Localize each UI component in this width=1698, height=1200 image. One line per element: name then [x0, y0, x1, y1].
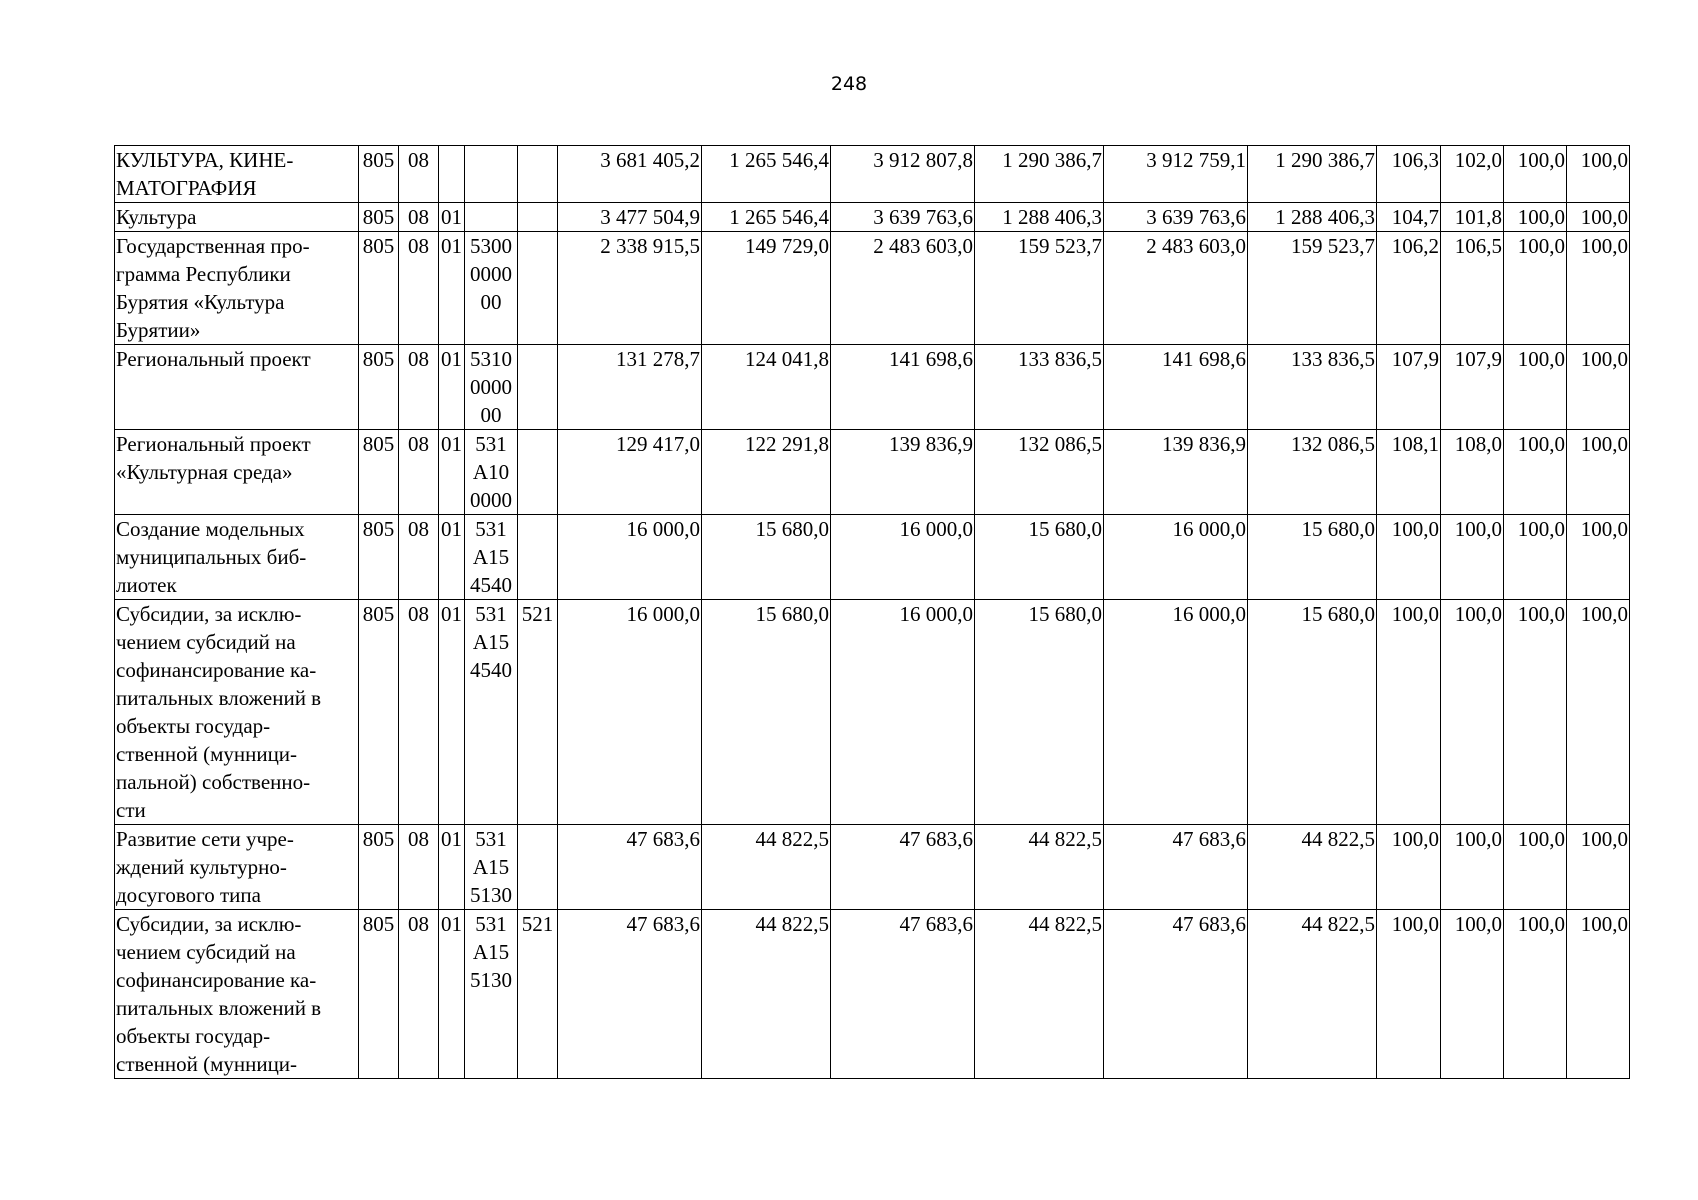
amount-4: 133 836,5	[975, 345, 1104, 430]
section-code: 08	[399, 825, 439, 910]
percent-2: 100,0	[1441, 825, 1504, 910]
amount-4: 1 288 406,3	[975, 203, 1104, 232]
amount-2: 122 291,8	[702, 430, 831, 515]
amount-5: 16 000,0	[1104, 515, 1248, 600]
table-row	[115, 910, 1630, 1079]
amount-5: 139 836,9	[1104, 430, 1248, 515]
percent-4: 100,0	[1567, 600, 1630, 825]
ved-code: 805	[359, 515, 399, 600]
subsection-code: 01	[439, 232, 465, 345]
amount-4: 44 822,5	[975, 825, 1104, 910]
percent-3: 100,0	[1504, 232, 1567, 345]
amount-5: 47 683,6	[1104, 910, 1248, 1079]
amount-2: 1 265 546,4	[702, 146, 831, 203]
target-article-code	[465, 203, 518, 232]
table-row	[115, 430, 1630, 515]
subsection-code: 01	[439, 910, 465, 1079]
row-name: Субсидии, за исклю- чением субсидий на софинансирование ка- питальных вложений в объекты государ- ственной (мунници- пальной) собственно- сти	[115, 600, 359, 825]
amount-6: 44 822,5	[1248, 910, 1377, 1079]
percent-3: 100,0	[1504, 825, 1567, 910]
target-article-code: 531 A15 4540	[465, 600, 518, 825]
amount-3: 47 683,6	[831, 825, 975, 910]
ved-code: 805	[359, 430, 399, 515]
amount-3: 3 912 807,8	[831, 146, 975, 203]
amount-6: 1 288 406,3	[1248, 203, 1377, 232]
section-code: 08	[399, 345, 439, 430]
target-article-code	[465, 146, 518, 203]
percent-2: 106,5	[1441, 232, 1504, 345]
amount-2: 124 041,8	[702, 345, 831, 430]
percent-2: 101,8	[1441, 203, 1504, 232]
amount-1: 16 000,0	[558, 515, 702, 600]
expense-type-code	[518, 203, 558, 232]
amount-3: 47 683,6	[831, 910, 975, 1079]
expense-type-code	[518, 232, 558, 345]
amount-1: 47 683,6	[558, 910, 702, 1079]
percent-1: 100,0	[1377, 600, 1441, 825]
percent-1: 104,7	[1377, 203, 1441, 232]
percent-3: 100,0	[1504, 345, 1567, 430]
amount-4: 15 680,0	[975, 600, 1104, 825]
target-article-code: 531 A15 4540	[465, 515, 518, 600]
row-name: КУЛЬТУРА, КИНЕ- МАТОГРАФИЯ	[115, 146, 359, 203]
amount-5: 141 698,6	[1104, 345, 1248, 430]
percent-4: 100,0	[1567, 430, 1630, 515]
percent-1: 107,9	[1377, 345, 1441, 430]
expense-type-code	[518, 146, 558, 203]
percent-1: 108,1	[1377, 430, 1441, 515]
target-article-code: 531 A15 5130	[465, 910, 518, 1079]
row-name: Развитие сети учре- ждений культурно- досугового типа	[115, 825, 359, 910]
percent-4: 100,0	[1567, 515, 1630, 600]
amount-6: 15 680,0	[1248, 600, 1377, 825]
amount-6: 159 523,7	[1248, 232, 1377, 345]
percent-1: 100,0	[1377, 910, 1441, 1079]
amount-3: 139 836,9	[831, 430, 975, 515]
section-code: 08	[399, 515, 439, 600]
ved-code: 805	[359, 825, 399, 910]
target-article-code: 531 A10 0000	[465, 430, 518, 515]
amount-5: 3 912 759,1	[1104, 146, 1248, 203]
percent-2: 100,0	[1441, 910, 1504, 1079]
percent-3: 100,0	[1504, 430, 1567, 515]
subsection-code: 01	[439, 430, 465, 515]
amount-2: 15 680,0	[702, 515, 831, 600]
subsection-code: 01	[439, 600, 465, 825]
amount-2: 44 822,5	[702, 825, 831, 910]
row-name: Государственная про- грамма Республики Бурятия «Культура Бурятии»	[115, 232, 359, 345]
section-code: 08	[399, 600, 439, 825]
amount-1: 16 000,0	[558, 600, 702, 825]
amount-6: 133 836,5	[1248, 345, 1377, 430]
expense-type-code	[518, 515, 558, 600]
percent-1: 106,3	[1377, 146, 1441, 203]
amount-3: 2 483 603,0	[831, 232, 975, 345]
ved-code: 805	[359, 146, 399, 203]
amount-1: 3 681 405,2	[558, 146, 702, 203]
percent-1: 106,2	[1377, 232, 1441, 345]
percent-3: 100,0	[1504, 910, 1567, 1079]
ved-code: 805	[359, 345, 399, 430]
target-article-code: 5300 0000 00	[465, 232, 518, 345]
percent-4: 100,0	[1567, 345, 1630, 430]
section-code: 08	[399, 146, 439, 203]
row-name: Региональный проект	[115, 345, 359, 430]
table-row	[115, 600, 1630, 825]
amount-1: 47 683,6	[558, 825, 702, 910]
percent-2: 100,0	[1441, 600, 1504, 825]
amount-1: 3 477 504,9	[558, 203, 702, 232]
row-name: Региональный проект «Культурная среда»	[115, 430, 359, 515]
ved-code: 805	[359, 232, 399, 345]
amount-5: 16 000,0	[1104, 600, 1248, 825]
percent-4: 100,0	[1567, 232, 1630, 345]
amount-4: 1 290 386,7	[975, 146, 1104, 203]
table-row	[115, 203, 1630, 232]
table-row	[115, 825, 1630, 910]
table-body	[115, 146, 1630, 1079]
amount-3: 141 698,6	[831, 345, 975, 430]
percent-3: 100,0	[1504, 146, 1567, 203]
table-row	[115, 345, 1630, 430]
amount-6: 15 680,0	[1248, 515, 1377, 600]
amount-2: 1 265 546,4	[702, 203, 831, 232]
amount-4: 44 822,5	[975, 910, 1104, 1079]
percent-2: 108,0	[1441, 430, 1504, 515]
amount-4: 132 086,5	[975, 430, 1104, 515]
amount-5: 2 483 603,0	[1104, 232, 1248, 345]
row-name: Создание модельных муниципальных биб- лиотек	[115, 515, 359, 600]
amount-1: 131 278,7	[558, 345, 702, 430]
section-code: 08	[399, 430, 439, 515]
percent-4: 100,0	[1567, 146, 1630, 203]
amount-4: 159 523,7	[975, 232, 1104, 345]
amount-2: 44 822,5	[702, 910, 831, 1079]
row-name: Субсидии, за исклю- чением субсидий на софинансирование ка- питальных вложений в объекты государ- ственной (мунници-	[115, 910, 359, 1079]
percent-3: 100,0	[1504, 515, 1567, 600]
subsection-code: 01	[439, 515, 465, 600]
ved-code: 805	[359, 600, 399, 825]
subsection-code: 01	[439, 203, 465, 232]
amount-3: 3 639 763,6	[831, 203, 975, 232]
amount-6: 1 290 386,7	[1248, 146, 1377, 203]
amount-4: 15 680,0	[975, 515, 1104, 600]
amount-2: 149 729,0	[702, 232, 831, 345]
percent-1: 100,0	[1377, 825, 1441, 910]
amount-3: 16 000,0	[831, 600, 975, 825]
page-number: 248	[830, 73, 868, 95]
subsection-code	[439, 146, 465, 203]
ved-code: 805	[359, 910, 399, 1079]
section-code: 08	[399, 203, 439, 232]
percent-4: 100,0	[1567, 910, 1630, 1079]
subsection-code: 01	[439, 345, 465, 430]
subsection-code: 01	[439, 825, 465, 910]
target-article-code: 531 A15 5130	[465, 825, 518, 910]
amount-5: 3 639 763,6	[1104, 203, 1248, 232]
percent-3: 100,0	[1504, 203, 1567, 232]
table-row	[115, 515, 1630, 600]
percent-1: 100,0	[1377, 515, 1441, 600]
amount-3: 16 000,0	[831, 515, 975, 600]
ved-code: 805	[359, 203, 399, 232]
percent-4: 100,0	[1567, 203, 1630, 232]
section-code: 08	[399, 232, 439, 345]
amount-2: 15 680,0	[702, 600, 831, 825]
budget-table	[114, 145, 1630, 1079]
percent-2: 100,0	[1441, 515, 1504, 600]
percent-4: 100,0	[1567, 825, 1630, 910]
percent-2: 107,9	[1441, 345, 1504, 430]
section-code: 08	[399, 910, 439, 1079]
expense-type-code: 521	[518, 910, 558, 1079]
amount-6: 44 822,5	[1248, 825, 1377, 910]
amount-1: 2 338 915,5	[558, 232, 702, 345]
percent-3: 100,0	[1504, 600, 1567, 825]
row-name: Культура	[115, 203, 359, 232]
expense-type-code: 521	[518, 600, 558, 825]
table-row	[115, 146, 1630, 203]
amount-1: 129 417,0	[558, 430, 702, 515]
amount-6: 132 086,5	[1248, 430, 1377, 515]
expense-type-code	[518, 825, 558, 910]
expense-type-code	[518, 430, 558, 515]
table-row	[115, 232, 1630, 345]
expense-type-code	[518, 345, 558, 430]
amount-5: 47 683,6	[1104, 825, 1248, 910]
target-article-code: 5310 0000 00	[465, 345, 518, 430]
percent-2: 102,0	[1441, 146, 1504, 203]
